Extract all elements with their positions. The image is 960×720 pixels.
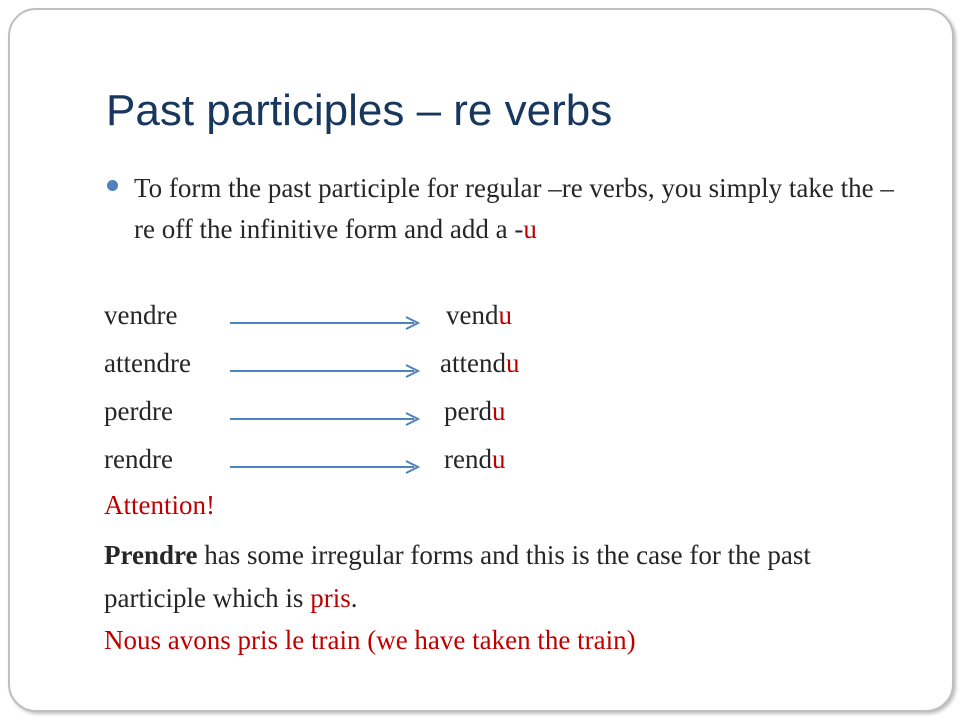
example-sentence: Nous avons pris le train (we have taken the train) — [104, 625, 636, 655]
participle-stem: vend — [446, 300, 499, 330]
participle-stem: rend — [444, 444, 492, 474]
verb-participle — [446, 300, 512, 331]
bullet-dash: - — [514, 214, 524, 244]
participle-ending: u — [498, 300, 512, 330]
bullet-text — [134, 168, 894, 250]
participle-ending: u — [505, 348, 520, 378]
right-arrow-icon — [228, 316, 424, 330]
prendre-bold: Prendre — [104, 540, 198, 570]
verb-participle — [440, 348, 519, 379]
verb-infinitive: attendre — [104, 348, 191, 378]
slide-title: Past participles – re verbs — [106, 86, 613, 135]
right-arrow-icon — [228, 460, 424, 474]
participle-ending: u — [491, 396, 506, 426]
paragraph-end: . — [350, 583, 358, 613]
bullet-ending: u — [523, 214, 537, 244]
verb-row-rendre — [0, 444, 960, 484]
verb-row-attendre — [0, 348, 960, 388]
bullet-main-text: To form the past participle for regular –re verbs, you simply take the –re off the infinitive form and add a — [134, 173, 894, 244]
verb-participle — [444, 444, 505, 475]
verb-row-perdre — [0, 396, 960, 436]
verb-participle — [444, 396, 505, 427]
circle-bullet-icon — [107, 180, 118, 191]
verb-row-vendre — [0, 300, 960, 340]
attention-label: Attention! — [104, 490, 215, 520]
verb-infinitive: rendre — [104, 444, 173, 474]
paragraph-text: has some irregular forms and this is the case for the past participle which is — [104, 540, 811, 613]
right-arrow-icon — [228, 364, 424, 378]
participle-ending: u — [491, 444, 506, 474]
right-arrow-icon — [228, 412, 424, 426]
verb-infinitive: vendre — [104, 300, 178, 330]
paragraph-highlight: pris — [310, 583, 351, 613]
participle-stem: perd — [444, 396, 492, 426]
participle-stem: attend — [440, 348, 506, 378]
prendre-paragraph — [104, 534, 904, 620]
verb-infinitive: perdre — [104, 396, 173, 426]
